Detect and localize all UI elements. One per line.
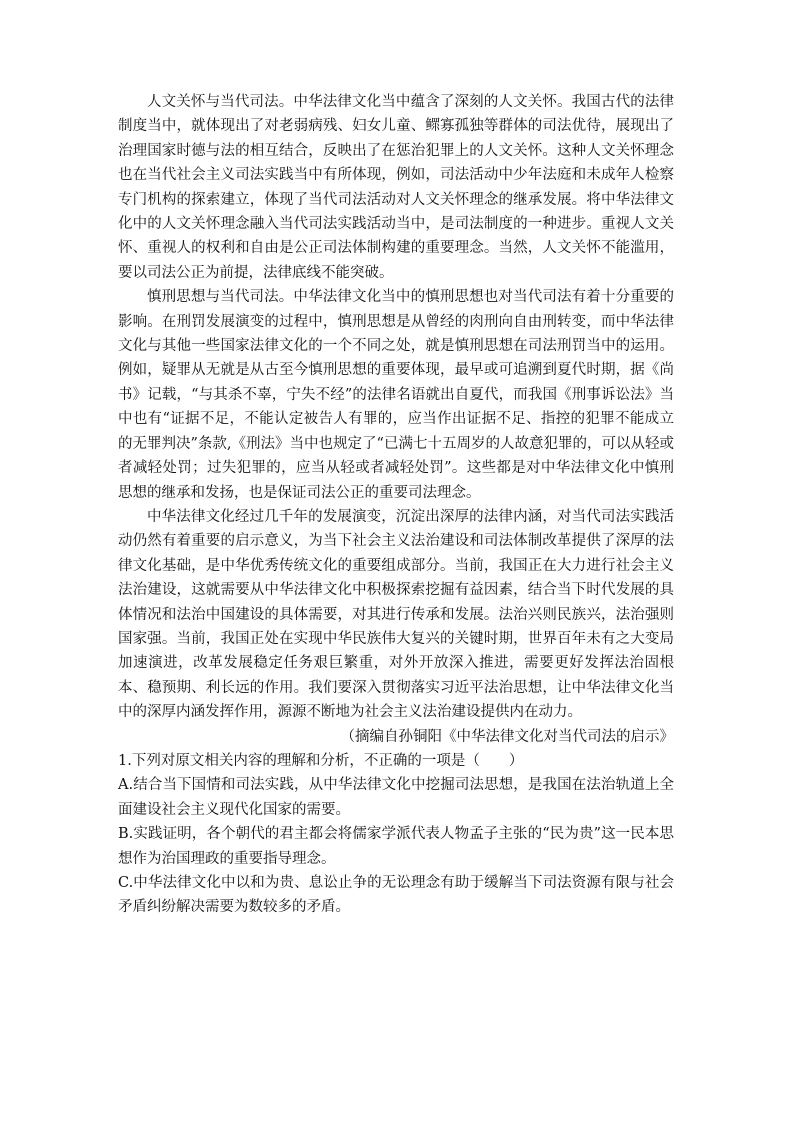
option-c: C.中华法律文化中以和为贵、息讼止争的无讼理念有助于缓解当下司法资源有限与社会矛盾纠纷解决需要为数较多的矛盾。 (118, 875, 674, 916)
document-page (118, 90, 674, 920)
paragraph-prudent-punishment: 慎刑思想与当代司法。中华法律文化当中的慎刑思想也对当代司法有着十分重要的影响。在刑罚发展演变的过程中，慎刑思想是从曾经的肉刑向自由刑转变，而中华法律文化与其他一些国家法律文化的一个不同之处，就是慎刑思想在司法刑罚当中的运用。例如，疑罪从无就是从古至今慎刑思想的重要体现，最早或可追溯到夏代时期，据《尚书》记载，“与其杀不辜，宁失不经”的法律名语就出自夏代，而我国《刑事诉讼法》当中也有“证据不足，不能认定被告人有罪的，应当作出证据不足、指控的犯罪不能成立的无罪判决”条款,《刑法》当中也规定了“已满七十五周岁的人故意犯罪的，可以从轻或者减轻处罚；过失犯罪的，应当从轻或者减轻处罚”。这些都是对中华法律文化中慎刑思想的继承和发扬，也是保证司法公正的重要司法理念。 (118, 289, 674, 501)
option-b: B.实践证明，各个朝代的君主都会将儒家学派代表人物孟子主张的“民为贵”这一民本思想作为治国理政的重要指导理念。 (118, 826, 674, 867)
paragraph-conclusion: 中华法律文化经过几千年的发展演变，沉淀出深厚的法律内涵，对当代司法实践活动仍然有着重要的启示意义，为当下社会主义法治建设和司法体制改革提供了深厚的法律文化基础，是中华优秀传统文化的重要组成部分。当前，我国正在大力进行社会主义法治建设，这就需要从中华法律文化中积极探索挖掘有益因素，结合当下时代发展的具体情况和法治中国建设的具体需要，对其进行传承和发展。法治兴则民族兴，法治强则国家强。当前，我国正处在实现中华民族伟大复兴的关键时期，世界百年未有之大变局加速演进，改革发展稳定任务艰巨繁重，对外开放深入推进，需要更好发挥法治固根本、稳预期、利长远的作用。我们要深入贯彻落实习近平法治思想，让中华法律文化当中的深厚内涵发挥作用，源源不断地为社会主义法治建设提供内在动力。 (118, 508, 674, 721)
question-stem: 1.下列对原文相关内容的理解和分析，不正确的一项是（ ） (118, 752, 524, 769)
option-a: A.结合当下国情和司法实践，从中华法律文化中挖掘司法思想，是我国在法治轨道上全面建设社会主义现代化国家的需要。 (118, 777, 674, 818)
source-citation: （摘编自孙铜阳《中华法律文化对当代司法的启示》 (340, 728, 674, 745)
paragraph-humanistic-care: 人文关怀与当代司法。中华法律文化当中蕴含了深刻的人文关怀。我国古代的法律制度当中，就体现出了对老弱病残、妇女儿童、鳏寡孤独等群体的司法优待，展现出了治理国家时德与法的相互结合，反映出了在惩治犯罪上的人文关怀。这种人文关怀理念也在当代社会主义司法实践当中有所体现，例如，司法活动中少年法庭和未成年人检察专门机构的探索建立，体现了当代司法活动对人文关怀理念的继承发展。将中华法律文化中的人文关怀理念融入当代司法实践活动当中，是司法制度的一种进步。重视人文关怀、重视人的权利和自由是公正司法体制构建的重要理念。当然，人文关怀不能滥用，要以司法公正为前提，法律底线不能突破。 (118, 94, 674, 281)
